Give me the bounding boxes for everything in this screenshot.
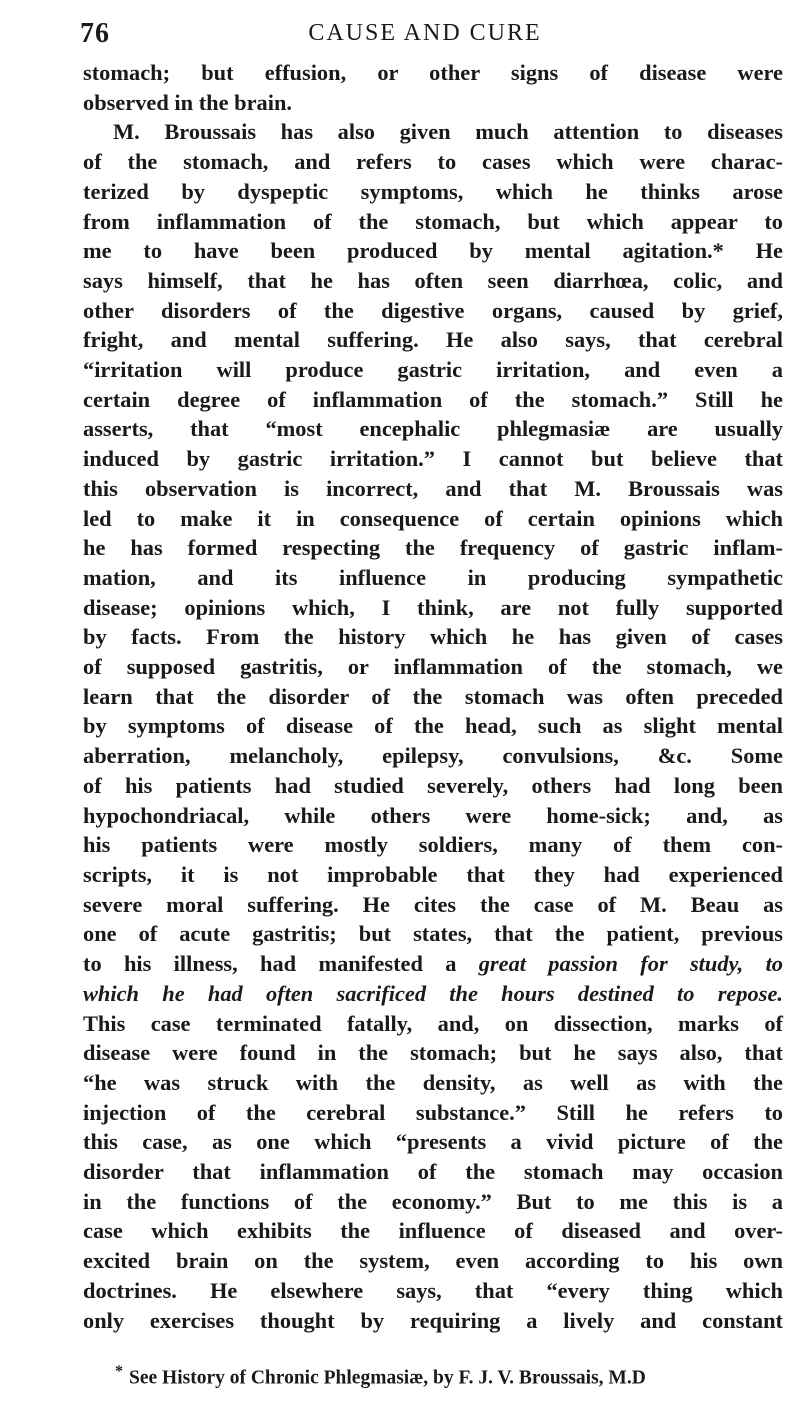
text-line: fright, and mental suffering. He also says, that cerebral bbox=[83, 327, 783, 353]
text-line: disease were found in the stomach; but he says also, that bbox=[83, 1040, 783, 1066]
text-line: injection of the cerebral substance.” Still he refers to bbox=[83, 1099, 783, 1125]
text-line: of supposed gastritis, or inflammation of the stomach, we bbox=[83, 654, 783, 680]
text-line: learn that the disorder of the stomach was often preceded bbox=[83, 683, 783, 709]
text-line: other disorders of the digestive organs, caused by grief, bbox=[83, 297, 783, 323]
text-line: mation, and its influence in producing sympathetic bbox=[83, 564, 783, 590]
text-line: stomach; but effusion, or other signs of disease were bbox=[83, 60, 783, 85]
text-line: observed in the brain. bbox=[83, 89, 292, 115]
text-line: severe moral suffering. He cites the case of M. Beau as bbox=[83, 891, 783, 917]
text-line: by facts. From the history which he has given of cases bbox=[83, 624, 783, 650]
text-line: asserts, that “most encephalic phlegmasiæ are usually bbox=[83, 416, 783, 442]
footnote-text: See History of Chronic Phlegmasiæ, by F. J. V. Broussais, M.D bbox=[129, 1367, 646, 1389]
text-line: doctrines. He elsewhere says, that “every thing which bbox=[83, 1277, 783, 1303]
text-line: disorder that inflammation of the stomach may occasion bbox=[83, 1159, 783, 1185]
text-line: only exercises thought by requiring a lively and constant bbox=[83, 1307, 783, 1333]
text-line: of the stomach, and refers to cases which were charac- bbox=[83, 149, 783, 175]
running-head: CAUSE AND CURE bbox=[308, 20, 542, 46]
text-line: aberration, melancholy, epilepsy, convulsions, &c. Some bbox=[83, 743, 783, 769]
footnote bbox=[115, 1363, 775, 1390]
italic-phrase: which he had often sacrificed the hours destined to repose. bbox=[83, 980, 783, 1006]
page-header bbox=[70, 18, 780, 58]
text-run: to his illness, had manifested a bbox=[83, 951, 479, 977]
text-line: scripts, it is not improbable that they had experienced bbox=[83, 861, 783, 887]
text-line: “irritation will produce gastric irritation, and even a bbox=[83, 357, 783, 383]
text-line: this observation is incorrect, and that M. Broussais was bbox=[83, 475, 783, 501]
text-line: his patients were mostly soldiers, many of them con- bbox=[83, 832, 783, 858]
text-line: from inflammation of the stomach, but which appear to bbox=[83, 208, 783, 234]
text-line: in the functions of the economy.” But to me this is a bbox=[83, 1188, 783, 1214]
text-line: he has formed respecting the frequency of gastric inflam- bbox=[83, 535, 783, 561]
text-line: hypochondriacal, while others were home-sick; and, as bbox=[83, 802, 783, 828]
footnote-marker: * bbox=[115, 1363, 123, 1380]
text-line: “he was struck with the density, as well as with the bbox=[83, 1069, 783, 1095]
text-line: one of acute gastritis; but states, that the patient, previous bbox=[83, 921, 783, 947]
text-line: this case, as one which “presents a vivid picture of the bbox=[83, 1129, 783, 1155]
text-line: terized by dyspeptic symptoms, which he thinks arose bbox=[83, 178, 783, 204]
text-line: of his patients had studied severely, others had long been bbox=[83, 772, 783, 798]
text-line: induced by gastric irritation.” I cannot but believe that bbox=[83, 446, 783, 472]
text-line: led to make it in consequence of certain opinions which bbox=[83, 505, 783, 531]
text-line: This case terminated fatally, and, on dissection, marks of bbox=[83, 1010, 783, 1036]
body-text bbox=[83, 58, 783, 1335]
text-line: excited brain on the system, even according to his own bbox=[83, 1248, 783, 1274]
text-line: me to have been produced by mental agitation.* He bbox=[83, 238, 783, 264]
page-number: 76 bbox=[80, 18, 110, 49]
italic-phrase: great passion for study, to bbox=[478, 951, 783, 977]
text-line: certain degree of inflammation of the stomach.” Still he bbox=[83, 386, 783, 412]
text-line: by symptoms of disease of the head, such as slight mental bbox=[83, 713, 783, 739]
text-line bbox=[83, 979, 783, 1009]
text-line: disease; opinions which, I think, are not fully supported bbox=[83, 594, 783, 620]
text-line bbox=[83, 949, 783, 979]
text-line: case which exhibits the influence of diseased and over- bbox=[83, 1218, 783, 1244]
text-line: M. Broussais has also given much attention to diseases bbox=[113, 119, 783, 145]
text-line: says himself, that he has often seen diarrhœa, colic, and bbox=[83, 267, 783, 293]
